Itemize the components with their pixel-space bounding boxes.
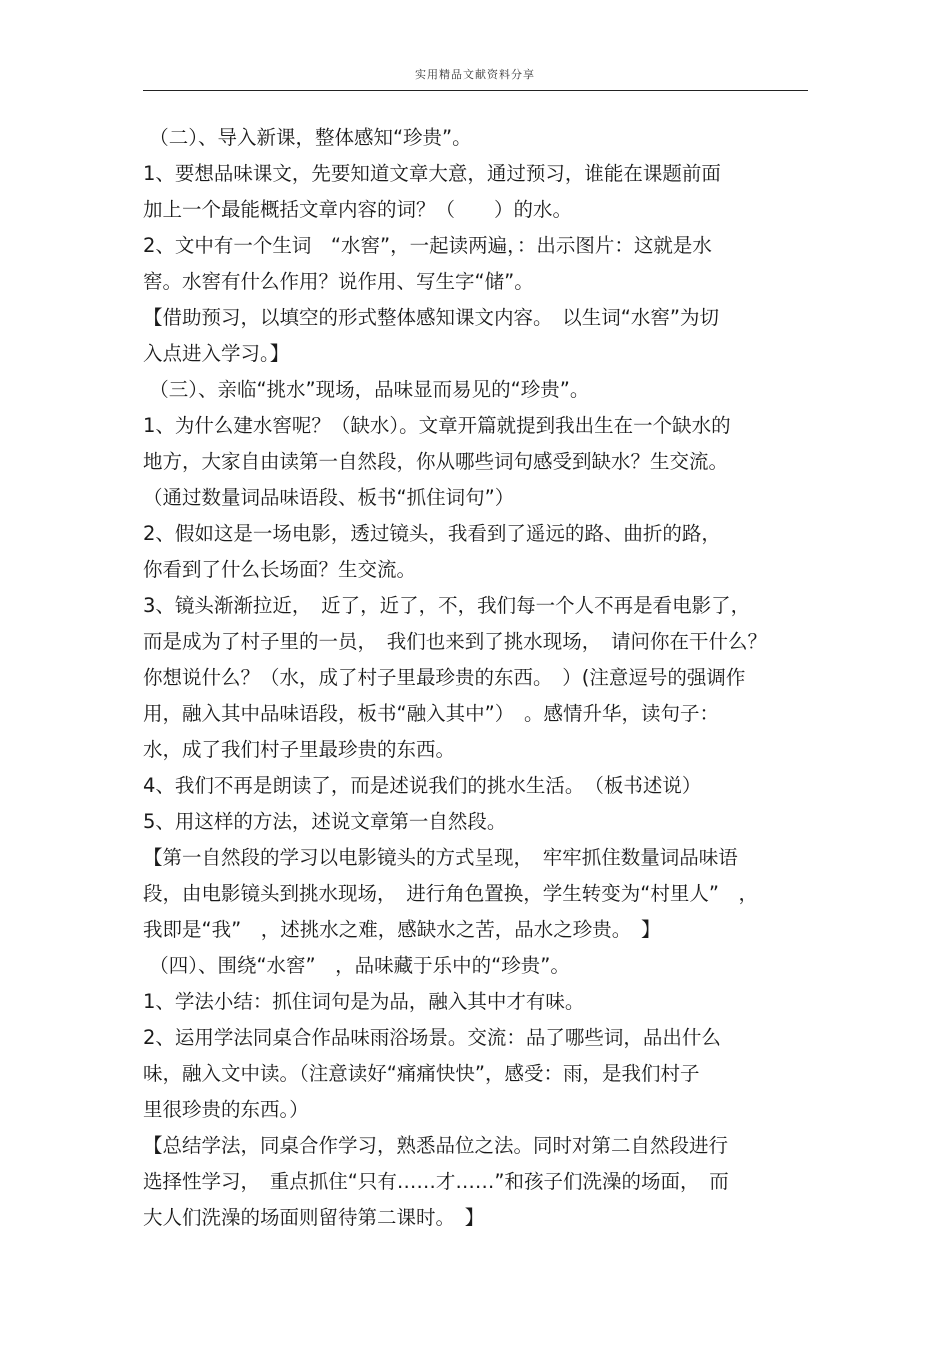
- text-line: 【总结学法，同桌合作学习，熟悉品位之法。同时对第二自然段进行: [143, 1134, 729, 1157]
- text-line: 5、用这样的方法，述说文章第一自然段。: [143, 810, 507, 833]
- text-line: 里很珍贵的东西。）: [143, 1098, 309, 1121]
- text-line: 我即是“我” ，述挑水之难，感缺水之苦，品水之珍贵。 】: [143, 918, 661, 941]
- text-line: 水，成了我们村子里最珍贵的东西。: [143, 738, 456, 761]
- text-line: （二）、导入新课，整体感知“珍贵”。: [143, 126, 472, 149]
- text-line: 你看到了什么长场面？生交流。: [143, 558, 417, 581]
- text-line: 1、要想品味课文，先要知道文章大意，通过预习，谁能在课题前面: [143, 162, 721, 185]
- text-line: 大人们洗澡的场面则留待第二课时。 】: [143, 1206, 485, 1229]
- text-line: 段，由电影镜头到挑水现场， 进行角色置换，学生转变为“村里人” ，: [143, 882, 758, 905]
- text-line: 窖。水窖有什么作用？说作用、写生字“储”。: [143, 270, 534, 293]
- text-line: 2、文中有一个生词 “水窖”，一起读两遍，：出示图片：这就是水: [143, 234, 712, 257]
- text-line: 你想说什么？（水，成了村子里最珍贵的东西。 ）(注意逗号的强调作: [143, 666, 746, 689]
- text-line: 1、为什么建水窖呢？（缺水）。文章开篇就提到我出生在一个缺水的: [143, 414, 731, 437]
- text-line: （三）、亲临“挑水”现场，品味显而易见的“珍贵”。: [143, 378, 590, 401]
- text-line: 味，融入文中读。（注意读好“痛痛快快”，感受：雨，是我们村子: [143, 1062, 700, 1085]
- text-line: 入点进入学习。】: [143, 342, 290, 365]
- text-line: 选择性学习， 重点抓住“只有……才……”和孩子们洗澡的场面， 而: [143, 1170, 729, 1193]
- text-line: 而是成为了村子里的一员， 我们也来到了挑水现场， 请问你在干什么？: [143, 630, 768, 653]
- text-line: 2、假如这是一场电影，透过镜头，我看到了遥远的路、曲折的路，: [143, 522, 721, 545]
- text-line: 1、学法小结：抓住词句是为品，融入其中才有味。: [143, 990, 585, 1013]
- text-line: （四）、围绕“水窖” ，品味藏于乐中的“珍贵”。: [143, 954, 570, 977]
- header-divider: [143, 90, 808, 91]
- text-line: 用，融入其中品味语段，板书“融入其中”） 。感情升华，读句子：: [143, 702, 719, 725]
- text-line: 地方，大家自由读第一自然段，你从哪些词句感受到缺水？生交流。: [143, 450, 729, 473]
- document-body: [143, 120, 823, 1236]
- text-line: （通过数量词品味语段、板书“抓住词句”）: [143, 486, 515, 509]
- text-line: 4、我们不再是朗读了，而是述说我们的挑水生活。 （板书述说）: [143, 774, 702, 797]
- page-header: 实用精品文献资料分享: [415, 68, 535, 81]
- text-line: 3、镜头渐渐拉近， 近了，近了，不，我们每一个人不再是看电影了，: [143, 594, 751, 617]
- text-line: 【第一自然段的学习以电影镜头的方式呈现， 牢牢抓住数量词品味语: [143, 846, 738, 869]
- text-line: 2、运用学法同桌合作品味雨浴场景。交流：品了哪些词，品出什么: [143, 1026, 721, 1049]
- text-line: 【借助预习，以填空的形式整体感知课文内容。 以生词“水窖”为切: [143, 306, 719, 329]
- text-line: 加上一个最能概括文章内容的词？（ ）的水。: [143, 198, 573, 221]
